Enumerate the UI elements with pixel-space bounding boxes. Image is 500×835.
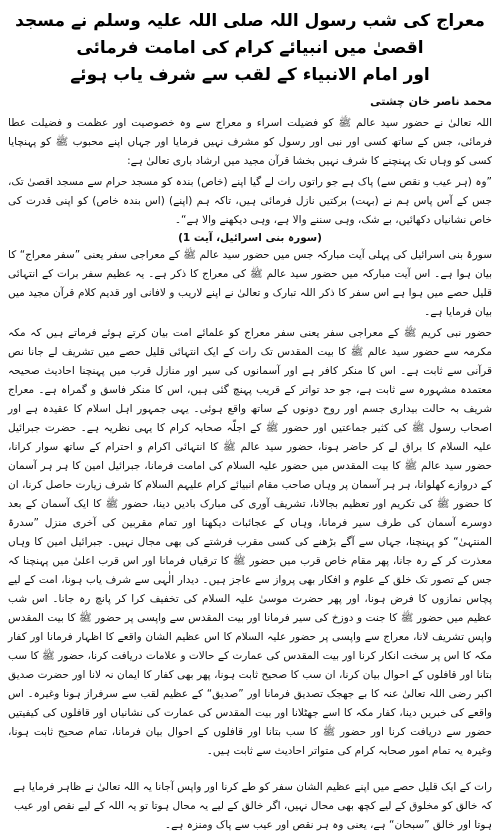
paragraph-surah: سورۂ بنی اسرائیل کی پہلی آیت مبارکہ جس میں حضور سید عالم ﷺ کے معراجی سفر یعنی ”سفر معراج“ کا بیان ہوا ہے۔ اس آیت مبارکہ میں حضور سید عالم ﷺ کی معراج کا ذکر ہے۔ یہ عظیم سفر برات کے انتہائی قلیل حصے میں ہوا ہے اس سفر کا ذکر اللہ تبارک و تعالیٰ نے اپنے لاریب و لافانی اور قدیم کلام قرآن مجید میں بیان فرمایا ہے۔ bbox=[8, 249, 492, 318]
quran-translation: ”وہ (ہر عیب و نقص سے) پاک ہے جو راتوں رات لے گیا اپنے (خاص) بندہ کو مسجد حرام سے مسجد اقصیٰ تک، جس کے آس پاس ہم نے (بہت) برکتیں نازل فرمائی ہیں، تاکہ ہم (اپنے) (اس بندہ خاص) کو اپنی قدرت کی خاص نشانیاں دکھائیں، بے شک، وہی سننے والا ہے، وہی دیکھنے والا ہے“۔ bbox=[8, 176, 492, 226]
paragraph-spacer bbox=[8, 763, 492, 767]
title-line-2: اور امام الانبیاء کے لقب سے شرف یاب ہوئے bbox=[70, 65, 430, 85]
paragraph-intro: اللہ تعالیٰ نے حضور سید عالم ﷺ کو فضیلت اسراء و معراج سے وہ خصوصیت اور عظمت و فضیلت عطا فرمائی، جس کے ساتھ کسی اور نبی اور رسول کو مشرف نہیں فرمایا اور جہاں اپنے محبوب ﷺ کو پہنچایا کسی کو وہاں تک پہنچنے کا شرف نہیں بخشا قرآن مجید میں ارشاد باری تعالیٰ ہے: bbox=[8, 117, 492, 167]
paragraph-closing: رات کے ایک قلیل حصے میں اپنے عظیم الشان سفر کو طے کرنا اور واپس آجانا یہ اللہ تعالیٰ نے ظاہر فرمایا ہے کہ خالق کو مخلوق کے لیے کچھ بھی محال نہیں، اگر خالق کے لیے یہ محال ہوتا تو یہ اللہ کے لیے نقص اور عیب ہوتا اور خالق ”سبحان“ ہے، یعنی وہ ہر نقص اور عیب سے پاک ومنزہ ہے۔ bbox=[13, 780, 492, 831]
title-line-1: معراج کی شب رسول اللہ صلی اللہ علیہ وسلم نے مسجد اقصیٰ میں انبیائے کرام کی امامت فرمائی bbox=[15, 11, 485, 58]
quran-reference: (سورہ بنی اسرائیل، آیت 1) bbox=[178, 232, 322, 244]
paragraph-miraj-details: حضور نبی کریم ﷺ کے معراجی سفر یعنی سفر معراج کو علمائے امت بیان کرتے ہوئے فرماتے ہیں کہ مکہ مکرمہ سے حضور سید عالم ﷺ کا بیت المقدس تک رات کے ایک انتہائی قلیل حصے میں تشریف لے جانا نص قرآنی سے ثابت ہے۔ اس کا منکر کافر ہے اور آسمانوں کی سیر اور منازل قرب میں پہنچنا احادیث صحیحہ معتمدہ مشہورہ سے ثابت ہے، جو حد تواتر کے قریب پہنچ گئی ہیں، اس کا منکر فاسق و گمراہ ہے۔ معراج شریف بہ حالت بیداری جسم اور روح دونوں کے ساتھ واقع ہوئی۔ یہی جمہور اہل اسلام کا عقیدہ ہے اور اصحاب رسول ﷺ کی کثیر جماعتیں اور حضور ﷺ کے اجلّہ صحابہ کرام کا یہی نظریہ ہے۔ حضرت جبرائیل علیہ السلام کا براق لے کر حاضر ہونا، حضور سید عالم ﷺ کا انتہائی اکرام و احترام کے ساتھ سوار کرانا، حضور سید عالم ﷺ کا بیت المقدس میں حضور علیہ السلام کی امامت فرمانا، جبرائیل امین کا ہر ہر آسمان کے دروازے کھلوانا، ہر ہر آسمان پر وہاں صاحب مقام انبیائے کرام علیہم السلام کا شرف زیارت حاصل کرنا، ان کا حضور ﷺ کی تکریم اور تعظیم بجالانا، تشریف آوری کی مبارک بادیں دینا، حضور ﷺ کا ایک آسمان کے بعد دوسرے آسمان کی طرف سیر فرمانا، وہاں کے عجائبات دیکھنا اور تمام مقربین کی آخری منزل ”سدرۃ المنتہیٰ“ کو پہنچنا، جہاں سے آگے بڑھنے کی کسی مقرب فرشتے کی بھی مجال نہیں۔ جبرائیل امین کا وہاں معذرت کر کے رہ جانا، پھر مقام خاص قرب میں حضور ﷺ کا ترقیاں فرمانا اور اس قرب اعلیٰ میں پہنچنا کہ جس کے تصور تک خلق کے علوم و افکار بھی پرواز سے عاجز ہیں۔ دیدار الٰہی سے شرف یاب ہونا، امت کے لیے پچاس نمازوں کا فرض ہونا، اور پھر حضرت موسیٰ علیہ السلام کی تخفیف کرا کر پانچ رہ جانا۔ اس شب عظیم میں حضور ﷺ کا جنت و دوزخ کی سیر فرمانا اور بیت المقدس سے واپسی پر حضور ﷺ کا بیت المقدس واپس تشریف لانا، معراج سے واپسی پر حضور علیہ السلام کا اس عظیم الشان واقعے کا اظہار فرمانا اور کفار مکہ کا اس پر سخت انکار کرنا اور بیت المقدس کی عمارت کے حالات و علامات دریافت کرنا، حضور ﷺ کا سب بتانا اور قافلوں کے احوال بیان کرنا، ان سب کا صحیح ثابت ہونا، پھر بھی کفار کا ایمان نہ لانا اور حضرت صدیق اکبر رضی اللہ تعالیٰ عنہ کا بے جھجک تصدیق فرمانا اور ”صدیق“ کے عظیم لقب سے سرفراز ہونا وغیرہ۔ اس واقعے کی خبریں دینا، کفار مکہ کا اسے جھٹلانا اور بیت المقدس کی عمارت کی نشانیاں اور قافلوں کی کیفیتیں حضور سے دریافت کرنا اور حضور ﷺ کا سب بتانا اور قافلوں کے احوال بیان فرمانا، تمام صحیح ثابت ہونا، وغیرہ یہ تمام امور صحابہ کرام کی متواتر احادیث سے ثابت ہیں۔ bbox=[8, 327, 492, 757]
article-title bbox=[8, 8, 492, 89]
author-name: محمد ناصر خان چشتی bbox=[370, 95, 492, 108]
